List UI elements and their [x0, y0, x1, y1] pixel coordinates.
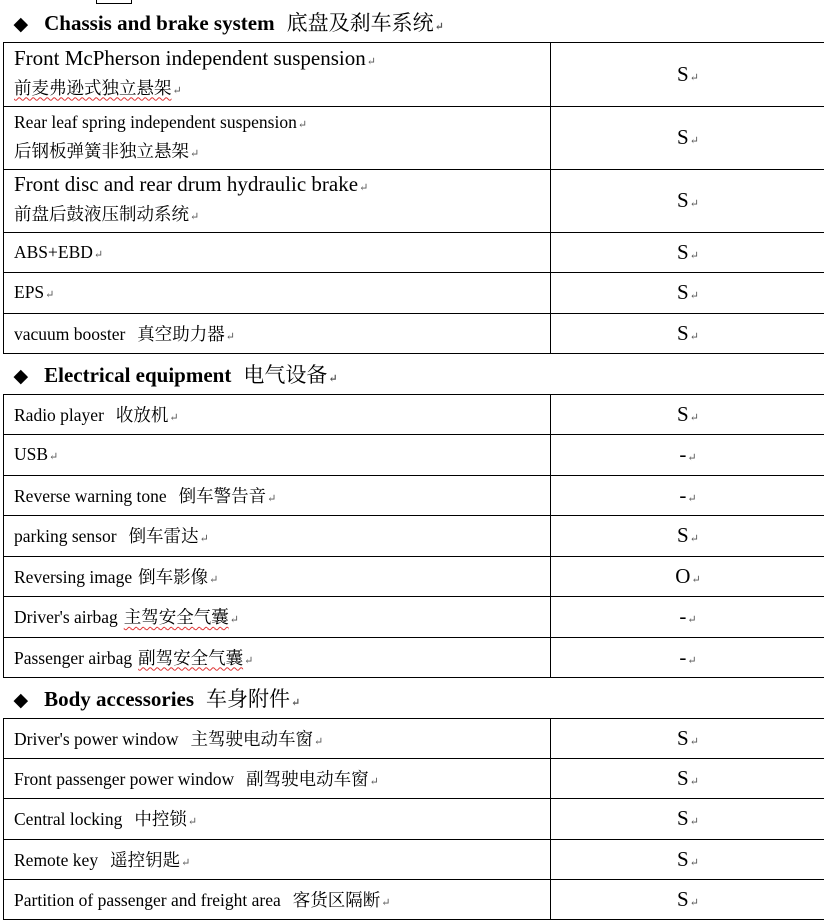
return-mark-icon: ↵: [169, 412, 178, 424]
return-mark-icon: ↵: [181, 857, 190, 869]
feature-name-en: Front McPherson independent suspension: [14, 46, 366, 70]
table-row: [4, 839, 824, 879]
feature-cell: [4, 106, 551, 169]
feature-value: S↵: [551, 839, 824, 879]
return-mark-icon: ↵: [367, 56, 376, 68]
feature-value: S↵: [551, 169, 824, 232]
section-title-en: Body accessories: [44, 687, 194, 711]
feature-value: S↵: [551, 798, 824, 839]
feature-cell: [4, 394, 551, 434]
feature-name-en: EPS: [14, 282, 44, 302]
feature-cell: [4, 515, 551, 556]
feature-cell: [4, 596, 551, 637]
feature-name-en: Passenger airbag: [14, 648, 132, 668]
return-mark-icon: ↵: [45, 289, 54, 301]
section-title-zh: 电气设备: [243, 363, 327, 387]
feature-value: S↵: [551, 272, 824, 313]
table-row: [4, 394, 824, 434]
return-mark-icon: ↵: [267, 493, 276, 505]
feature-cell: [4, 758, 551, 798]
section-header-chassis: [4, 3, 824, 42]
feature-cell: [4, 232, 551, 272]
section-header-body: [4, 677, 824, 718]
return-mark-icon: ↵: [691, 574, 700, 586]
return-mark-icon: ↵: [314, 736, 323, 748]
section-header-electrical: [4, 353, 824, 394]
feature-value: S↵: [551, 106, 824, 169]
feature-name-en: parking sensor: [14, 526, 117, 546]
feature-name-zh: 遥控钥匙: [110, 850, 180, 870]
return-mark-icon: ↵: [291, 697, 300, 709]
feature-name-zh: 客货区隔断: [293, 890, 381, 910]
feature-cell: [4, 798, 551, 839]
diamond-bullet-icon: ◆: [14, 365, 29, 388]
feature-value: S↵: [551, 42, 824, 106]
feature-cell: [4, 637, 551, 677]
feature-name-zh: 倒车影像: [138, 567, 208, 587]
return-mark-icon: ↵: [370, 776, 379, 788]
return-mark-icon: ↵: [188, 816, 197, 828]
return-mark-icon: ↵: [328, 373, 337, 385]
feature-name-en: Driver's airbag: [14, 607, 118, 627]
feature-name-zh: 副驾安全气囊: [138, 648, 243, 668]
return-mark-icon: ↵: [190, 211, 199, 223]
return-mark-icon: ↵: [687, 614, 696, 626]
feature-name-en: ABS+EBD: [14, 242, 93, 262]
table-row: [4, 475, 824, 515]
feature-name-en: Reverse warning tone: [14, 486, 167, 506]
feature-name-en: Remote key: [14, 850, 98, 870]
feature-value: S↵: [551, 718, 824, 758]
feature-name-en: Reversing image: [14, 567, 132, 587]
feature-name-zh: 主驾驶电动车窗: [191, 729, 314, 749]
feature-cell: [4, 434, 551, 475]
spec-table: [3, 3, 824, 920]
table-row: [4, 718, 824, 758]
feature-value: O↵: [551, 556, 824, 596]
feature-value: -↵: [551, 596, 824, 637]
return-mark-icon: ↵: [298, 119, 307, 131]
return-mark-icon: ↵: [690, 897, 699, 909]
feature-name-zh: 前麦弗逊式独立悬架: [14, 78, 172, 98]
table-row: [4, 637, 824, 677]
feature-name-en: Rear leaf spring independent suspension: [14, 112, 297, 132]
return-mark-icon: ↵: [690, 135, 699, 147]
section-title-en: Electrical equipment: [44, 363, 231, 387]
return-mark-icon: ↵: [690, 198, 699, 210]
feature-name-zh: 副驾驶电动车窗: [246, 769, 369, 789]
feature-name-en: Front passenger power window: [14, 769, 234, 789]
feature-value: -↵: [551, 475, 824, 515]
table-row: [4, 596, 824, 637]
feature-value: S↵: [551, 394, 824, 434]
return-mark-icon: ↵: [690, 290, 699, 302]
return-mark-icon: ↵: [690, 857, 699, 869]
return-mark-icon: ↵: [381, 897, 390, 909]
feature-name-en: vacuum booster: [14, 324, 125, 344]
table-row: [4, 169, 824, 232]
table-row: [4, 232, 824, 272]
return-mark-icon: ↵: [690, 72, 699, 84]
return-mark-icon: ↵: [173, 85, 182, 97]
feature-value: -↵: [551, 637, 824, 677]
return-mark-icon: ↵: [359, 182, 368, 194]
feature-value: -↵: [551, 434, 824, 475]
table-row: [4, 879, 824, 919]
return-mark-icon: ↵: [690, 776, 699, 788]
feature-cell: [4, 556, 551, 596]
table-row: [4, 313, 824, 353]
table-row: [4, 515, 824, 556]
feature-name-en: USB: [14, 444, 48, 464]
feature-cell: [4, 839, 551, 879]
feature-name-en: Driver's power window: [14, 729, 179, 749]
diamond-bullet-icon: ◆: [14, 13, 29, 36]
table-row: [4, 434, 824, 475]
section-title-zh: 车身附件: [206, 687, 290, 711]
return-mark-icon: ↵: [200, 533, 209, 545]
feature-value: S↵: [551, 232, 824, 272]
section-title-zh: 底盘及刹车系统: [287, 11, 434, 35]
table-row: [4, 758, 824, 798]
return-mark-icon: ↵: [687, 493, 696, 505]
feature-name-en: Partition of passenger and freight area: [14, 890, 281, 910]
feature-name-zh: 倒车警告音: [179, 486, 267, 506]
feature-cell: [4, 879, 551, 919]
feature-name-zh: 真空助力器: [137, 324, 225, 344]
feature-value: S↵: [551, 313, 824, 353]
return-mark-icon: ↵: [435, 21, 444, 33]
feature-name-zh: 中控锁: [134, 809, 187, 829]
return-mark-icon: ↵: [94, 249, 103, 261]
feature-name-en: Front disc and rear drum hydraulic brake: [14, 172, 358, 196]
table-row: [4, 556, 824, 596]
table-row: [4, 42, 824, 106]
feature-name-zh: 倒车雷达: [129, 526, 199, 546]
return-mark-icon: ↵: [244, 655, 253, 667]
return-mark-icon: ↵: [49, 451, 58, 463]
feature-name-zh: 主驾安全气囊: [124, 607, 229, 627]
feature-cell: [4, 475, 551, 515]
return-mark-icon: ↵: [690, 412, 699, 424]
feature-cell: [4, 42, 551, 106]
return-mark-icon: ↵: [690, 331, 699, 343]
return-mark-icon: ↵: [690, 533, 699, 545]
table-row: [4, 272, 824, 313]
feature-name-zh: 前盘后鼓液压制动系统: [14, 204, 189, 224]
return-mark-icon: ↵: [690, 736, 699, 748]
feature-value: S↵: [551, 879, 824, 919]
feature-name-zh: 后钢板弹簧非独立悬架: [14, 141, 189, 161]
return-mark-icon: ↵: [190, 148, 199, 160]
return-mark-icon: ↵: [690, 816, 699, 828]
feature-name-en: Central locking: [14, 809, 122, 829]
return-mark-icon: ↵: [226, 331, 235, 343]
feature-cell: [4, 718, 551, 758]
section-title-en: Chassis and brake system: [44, 11, 274, 35]
return-mark-icon: ↵: [230, 614, 239, 626]
return-mark-icon: ↵: [690, 250, 699, 262]
return-mark-icon: ↵: [687, 655, 696, 667]
feature-cell: [4, 272, 551, 313]
return-mark-icon: ↵: [687, 452, 696, 464]
table-row: [4, 106, 824, 169]
return-mark-icon: ↵: [209, 574, 218, 586]
table-row: [4, 798, 824, 839]
feature-value: S↵: [551, 515, 824, 556]
feature-cell: [4, 313, 551, 353]
diamond-bullet-icon: ◆: [14, 689, 29, 712]
feature-name-zh: 收放机: [116, 405, 169, 425]
feature-name-en: Radio player: [14, 405, 104, 425]
feature-cell: [4, 169, 551, 232]
feature-value: S↵: [551, 758, 824, 798]
